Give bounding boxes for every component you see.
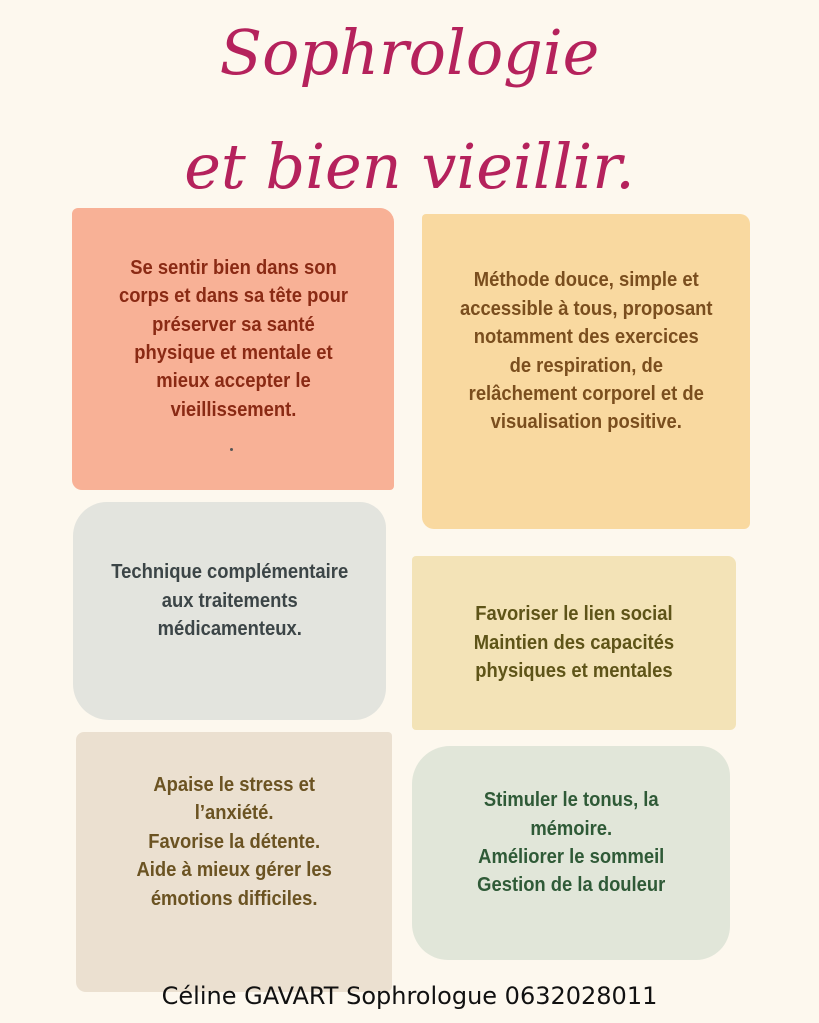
card-stress — [76, 732, 392, 992]
card-technique-text: Technique complémentaire aux traitements médicamenteux. — [111, 561, 348, 641]
card-tonus-text: Stimuler le tonus, la mémoire. Améliorer le sommeil Gestion de la douleur — [476, 789, 666, 897]
card-bien-etre — [72, 208, 394, 490]
footer-contact: Céline GAVART Sophrologue 0632028011 — [161, 982, 658, 1010]
title-line-1: Sophrologie — [219, 16, 600, 89]
card-methode — [422, 214, 750, 529]
title-line-2: et bien vieillir. — [184, 130, 635, 203]
card-technique — [73, 502, 386, 720]
card-lien-social-text: Favoriser le lien social Maintien des capacités physiques et mentales — [473, 603, 675, 683]
card-lien-social — [412, 556, 736, 730]
card-methode-text: Méthode douce, simple et accessible à tous, proposant notamment des exercices de respiration, de relâchement corporel et de visualisation positive. — [459, 269, 713, 434]
card-bien-etre-dot — [230, 448, 233, 451]
card-stress-text: Apaise le stress et l’anxiété. Favorise la détente. Aide à mieux gérer les émotions difficiles. — [136, 774, 332, 910]
card-bien-etre-text: Se sentir bien dans son corps et dans sa tête pour préserver sa santé physique et mentale et mieux accepter le vieillissement. — [118, 256, 348, 421]
card-tonus — [412, 746, 730, 960]
